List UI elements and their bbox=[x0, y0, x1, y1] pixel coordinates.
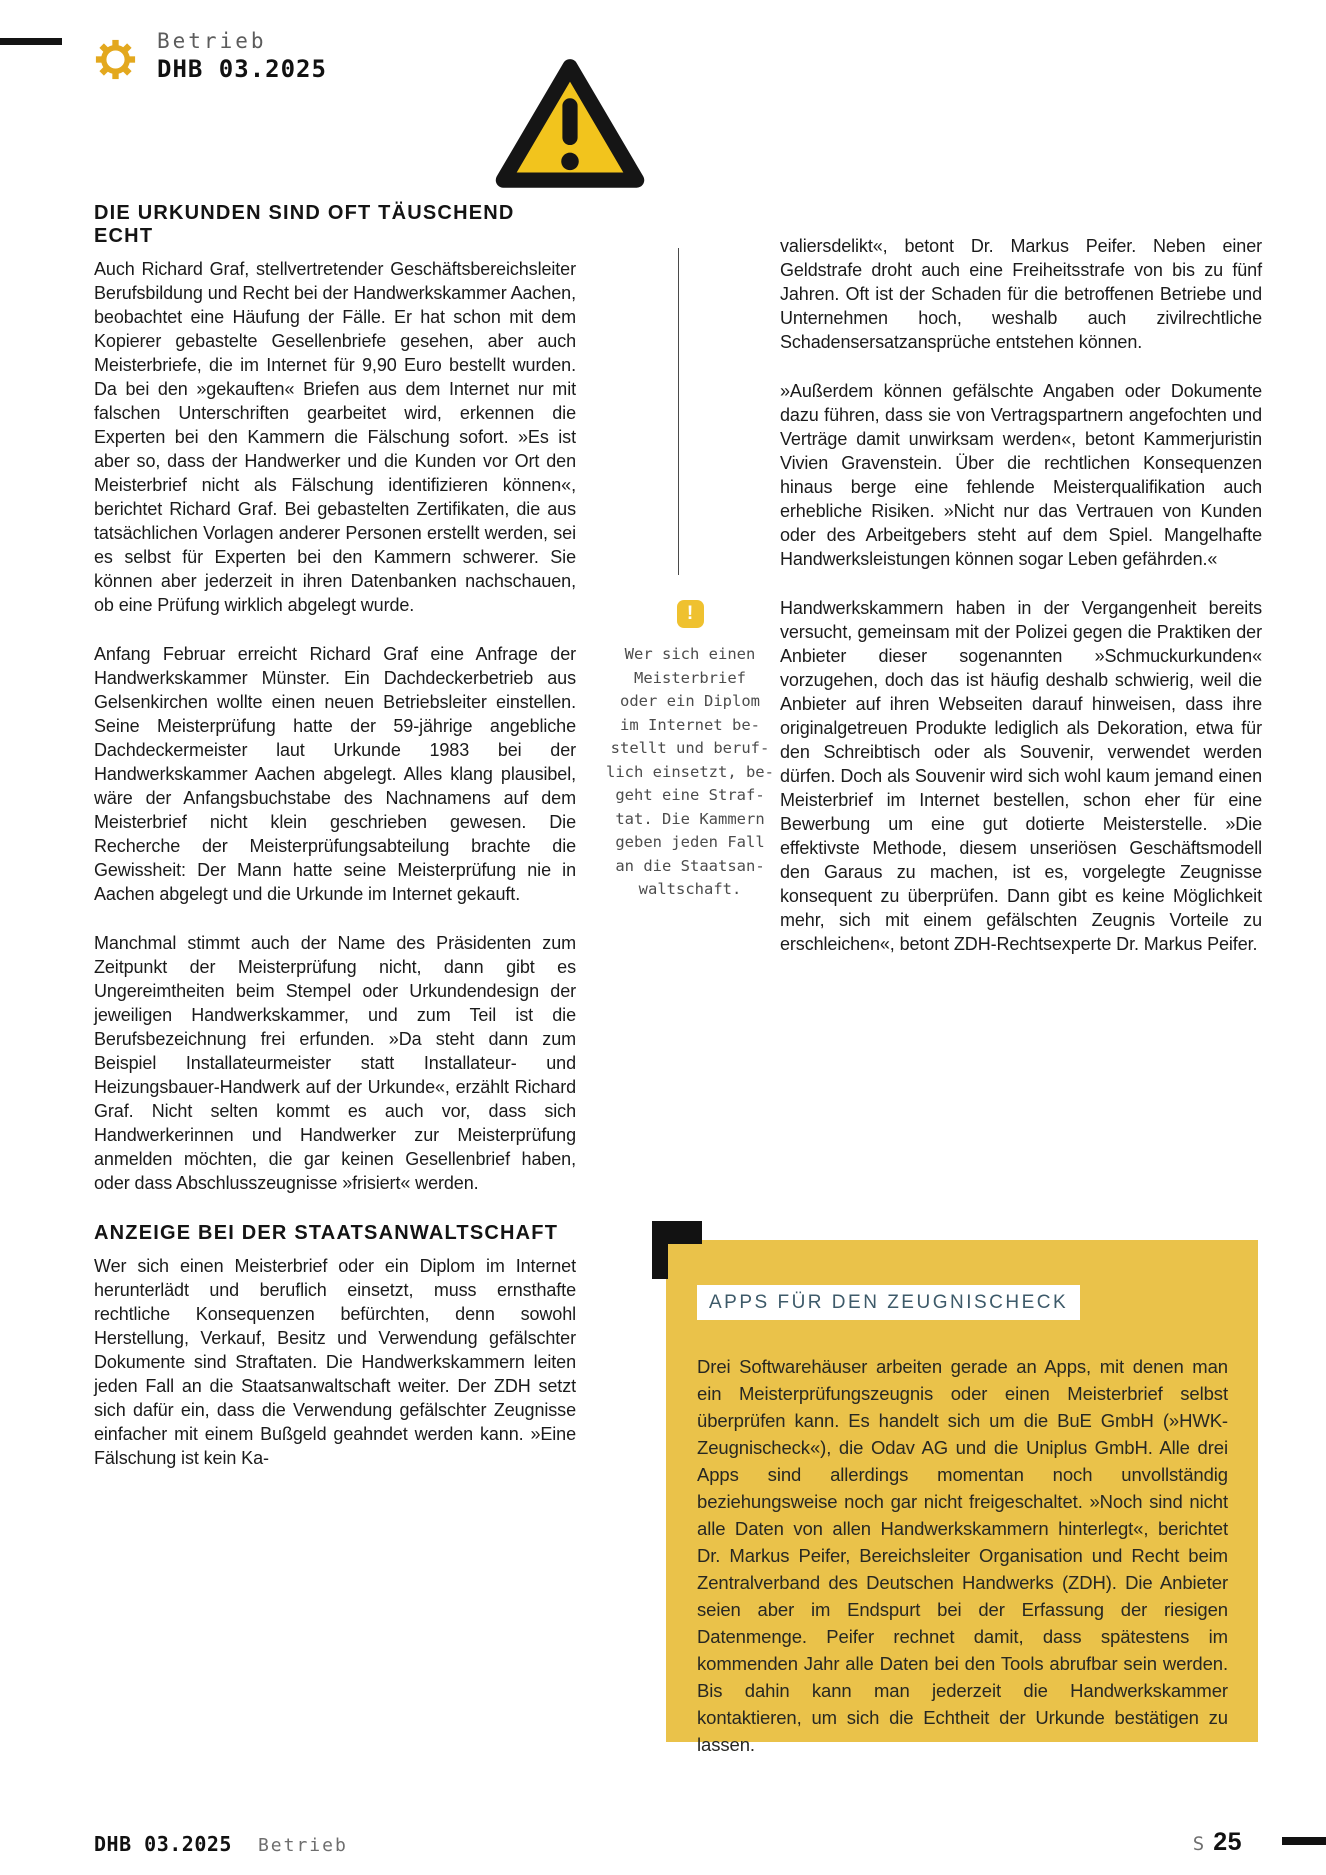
footer-right bbox=[1193, 1828, 1242, 1857]
exclamation-glyph: ! bbox=[686, 603, 694, 624]
pull-quote-line: Meisterbrief bbox=[634, 668, 746, 687]
pull-quote-line: tat. Die Kammern bbox=[615, 809, 765, 828]
section-kicker: Betrieb bbox=[157, 29, 267, 53]
pull-quote-line: an die Staatsan- bbox=[615, 856, 765, 875]
pull-quote-line: geben jeden Fall bbox=[615, 833, 765, 851]
section-heading-anzeige: ANZEIGE BEI DER STAATSANWALTSCHAFT bbox=[94, 1222, 559, 1244]
paragraph: Auch Richard Graf, stellvertretender Geschäftsbereichsleiter Berufsbildung und Recht bei der Handwerkskammer Aachen, beobachtet eine Häufung der Fälle. Er hat schon mit dem Kopierer gebastelte Gesellenbriefe gesehen, aber auch Meisterbriefe, die im Internet für 9,90 Euro bestellt wurden. Da bei den »gekauften« Briefen aus dem Internet nur mit falschen Unterschriften gearbeitet wird, erkennen die Experten bei den Kammern die Fälschung sofort. »Es ist aber so, dass der Handwerker und die Kunden vor Ort den Meisterbrief nicht als Fälschung identifizieren können«, berichtet Richard Graf. Bei gebastelten Zertifikaten, die aus tatsächlichen Vorlagen anderer Personen erstellt werden, sei es selbst für Experten bei den Kammern schwerer. Sie können aber jederzeit in ihren Datenbanken nachschauen, ob eine Prüfung wirklich abgelegt wurde. bbox=[94, 259, 576, 615]
top-left-rule bbox=[0, 38, 62, 45]
exclamation-icon bbox=[677, 600, 704, 628]
paragraph: Handwerkskammern haben in der Vergangenheit bereits versucht, gemeinsam mit der Polizei gegen die Praktiken der Anbieter dieser sogenannten »Schmuckurkunden« vorzugehen, doch das ist häufig deshalb schwierig, weil die Anbieter auf ihren Webseiten darauf hinweisen, dass ihre originalgetreuen Produkte lediglich als Dekoration, etwa für den Schreibtisch oder als Souvenir, verwendet werden dürfen. Doch als Souvenir wird sich wohl kaum jemand einen Meisterbrief im Internet bestellen, schon eher für eine Bewerbung um eine gut dotierte Meisterstelle. »Die effektivste Methode, diesem unseriösen Geschäftsmodell den Garaus zu machen, ist es, vorgelegte Zeugnisse konsequent zu überprüfen. Dann gibt es keine Möglichkeit mehr, sich mit einem gefälschten Zeugnis Vorteile zu erschleichen«, betont ZDH-Rechtsexperte Dr. Markus Peifer. bbox=[780, 598, 1262, 954]
footer-rule bbox=[1282, 1837, 1326, 1845]
section-heading-urkunden: DIE URKUNDEN SIND OFT TÄUSCHEND ECHT bbox=[94, 202, 515, 247]
pull-quote-line: geht eine Straf- bbox=[615, 786, 765, 804]
pull-quote-line: im Internet be- bbox=[620, 715, 760, 734]
pull-quote-line: Wer sich einen bbox=[624, 645, 756, 663]
footer-left bbox=[94, 1832, 348, 1856]
infobox-title: APPS FÜR DEN ZEUGNISCHECK bbox=[697, 1285, 1080, 1320]
footer-page-number: 25 bbox=[1213, 1828, 1242, 1856]
info-box bbox=[666, 1240, 1258, 1755]
pull-quote-line: oder ein Diplom bbox=[620, 692, 760, 710]
column-divider-rule bbox=[678, 248, 679, 575]
masthead-text bbox=[157, 28, 327, 84]
pull-quote-line: waltschaft. bbox=[638, 880, 742, 898]
footer-issue: DHB 03.2025 bbox=[94, 1832, 232, 1856]
issue-label: DHB 03.2025 bbox=[157, 55, 327, 83]
infobox-corner-mark bbox=[652, 1221, 668, 1279]
page-header bbox=[92, 28, 327, 84]
pull-quote bbox=[598, 600, 782, 902]
pull-quote-line: stellt und beruf- bbox=[610, 739, 770, 757]
footer-page-label: S bbox=[1192, 1833, 1205, 1855]
left-column bbox=[94, 202, 576, 1495]
paragraph: Anfang Februar erreicht Richard Graf eine Anfrage der Handwerkskammer Münster. Ein Dachdeckerbetrieb aus Gelsenkirchen wollte einen neuen Betriebsleiter einstellen. Seine Meisterprüfung hatte der 59-jährige angebliche Dachdeckermeister laut Urkunde 1983 bei der Handwerkskammer Aachen abgelegt. Alles klang plausibel, wäre der Anfangsbuchstabe des Nachnamens auf dem Meisterbrief nicht klein geschrieben gewesen. Die Recherche der Meisterprüfungsabteilung brachte die Gewissheit: Der Mann hatte seine Meisterprüfung nie in Aachen abgelegt und die Urkunde im Internet gekauft. bbox=[94, 644, 576, 904]
footer-section: Betrieb bbox=[257, 1835, 348, 1856]
infobox-body: Drei Softwarehäuser arbeiten gerade an Apps, mit denen man ein Meisterprüfungszeugnis oder einen Meisterbrief selbst überprüfen kann. Es handelt sich um die BuE GmbH (»HWK-Zeugnischeck«), die Odav AG und die Uniplus GmbH. Alle drei Apps sind allerdings momentan noch unvollständig beziehungsweise noch gar nicht freigeschaltet. »Noch sind nicht alle Daten von allen Handwerkskammern hinterlegt«, berichtet Dr. Markus Peifer, Bereichsleiter Organisation und Recht beim Zentralverband des Deutschen Handwerks (ZDH). Die Anbieter seien aber im Endspurt bei der Erfassung der riesigen Datenmenge. Peifer rechnet damit, dass spätestens im kommenden Jahr alle Daten bei den Tools abrufbar sein werden. Bis dahin kann man jederzeit die Handwerkskammer kontaktieren, um sich die Echtheit der Urkunde bestätigen zu lassen. bbox=[697, 1356, 1228, 1755]
pull-quote-line: lich einsetzt, be- bbox=[606, 762, 774, 781]
paragraph: Manchmal stimmt auch der Name des Präsidenten zum Zeitpunkt der Meisterprüfung nicht, dann gibt es Ungereimtheiten beim Stempel oder Urkundendesign der jeweiligen Handwerkskammer, und zum Teil ist die Berufsbezeichnung frei erfunden. »Da steht dann zum Beispiel Installateurmeister statt Installateur- und Heizungsbauer-Handwerk auf der Urkunde«, erzählt Richard Graf. Nicht selten kommt es auch vor, dass sich Handwerkerinnen und Handwerker zur Meisterprüfung anmelden möchten, die gar keinen Gesellenbrief haben, oder dass Abschlusszeugnisse »frisiert« werden. bbox=[94, 933, 576, 1193]
gear-icon bbox=[92, 36, 139, 83]
paragraph: valiersdelikt«, betont Dr. Markus Peifer. Neben einer Geldstrafe droht auch eine Freiheitsstrafe von bis zu fünf Jahren. Oft ist der Schaden für die betroffenen Betriebe und Unternehmen hoch, weshalb auch zivilrechtliche Schadensersatzansprüche entstehen können. bbox=[780, 236, 1262, 352]
warning-triangle-icon bbox=[494, 56, 646, 192]
right-column bbox=[780, 234, 1262, 981]
paragraph: Wer sich einen Meisterbrief oder ein Diplom im Internet herunterlädt und beruflich einsetzt, muss ernsthafte rechtliche Konsequenzen befürchten, denn sowohl Herstellung, Verkauf, Besitz und Verwendung gefälschter Dokumente sind Straftaten. Die Handwerkskammern leiten jeden Fall an die Staatsanwaltschaft weiter. Der ZDH setzt sich dafür ein, dass die Verwendung gefälschter Zeugnisse einfacher mit einem Bußgeld geahndet werden kann. »Eine Fälschung ist kein Ka- bbox=[94, 1256, 576, 1468]
paragraph: »Außerdem können gefälschte Angaben oder Dokumente dazu führen, dass sie von Vertragspartnern angefochten und Verträge damit unwirksam werden«, betont Kammerjuristin Vivien Gravenstein. Über die rechtlichen Konsequenzen hinaus berge eine fehlende Meisterqualifikation auch erhebliche Risiken. »Nicht nur das Vertrauen von Kunden oder des Arbeitgebers steht auf dem Spiel. Mangelhafte Handwerksleistungen können sogar Leben gefährden.« bbox=[780, 381, 1262, 569]
